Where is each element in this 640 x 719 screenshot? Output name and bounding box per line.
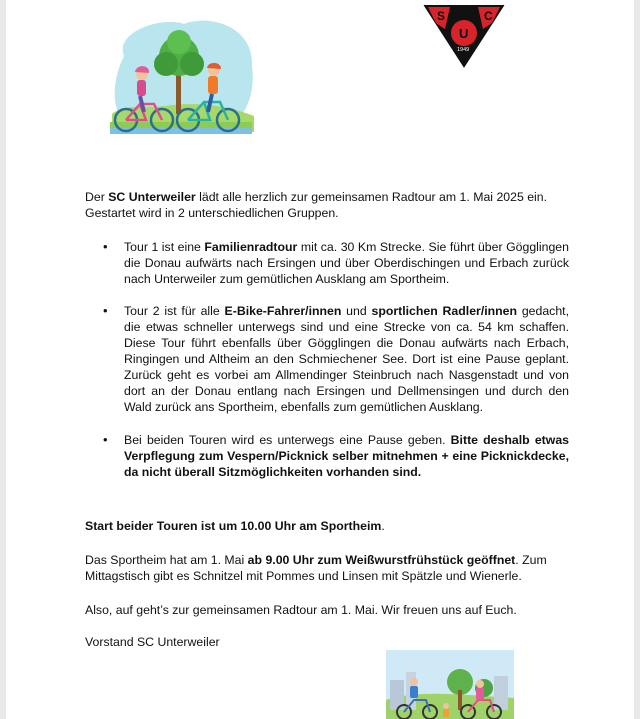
logo-letter-c: C (484, 9, 493, 23)
sc-unterweiler-logo (423, 3, 505, 69)
document-page (6, 0, 634, 719)
family-cycling-park-illustration (386, 650, 514, 719)
logo-letter-u: U (459, 26, 469, 41)
invitation-text (85, 189, 569, 650)
family-cycling-illustration (104, 16, 258, 146)
signature: Vorstand SC Unterweiler (85, 635, 220, 649)
tour-list (85, 239, 569, 480)
tour-2-item: • Tour 2 ist für alle E-Bike-Fahrer/innen und sportlichen Radler/innen gedacht, die etwas schneller unterwegs sind und eine Strecke von ca. 54 km schaffen. Diese Tour führt ebenfalls über Gögglingen die Donau aufwärts nach Erbach, Ringingen und Altheim an den Schmiechener See. Dort ist eine Pause geplant. Zurück geht es vorbei am Allmendinger Steinbruch nach Nasgenstadt und von dort an der Donau entlang nach Ersingen und Dellmensingen und durch den Wald zurück ans Sportheim, ebenfalls zum gemütlichen Ausklang. (85, 303, 569, 415)
intro-paragraph: Der SC Unterweiler lädt alle herzlich zur gemeinsamen Radtour am 1. Mai 2025 ein. Gestartet wird in 2 unterschiedlichen Gruppen. (85, 190, 548, 220)
logo-letter-s: S (437, 9, 446, 23)
tour-1-item: • Tour 1 ist eine Familienradtour mit ca. 30 Km Strecke. Sie führt über Gögglingen die Donau aufwärts nach Ersingen und über Oberdischingen und Erbach zurück nach Unterweiler zum gemütlichen Ausklang am Sportheim. (85, 239, 569, 287)
closing-line: Also, auf geht’s zur gemeinsamen Radtour am 1. Mai. Wir freuen uns auf Euch. (85, 603, 517, 617)
logo-year: 1949 (457, 47, 470, 53)
pause-item: • Bei beiden Touren wird es unterwegs eine Pause geben. Bitte deshalb etwas Verpflegung zum Vespern/Picknick selber mitnehmen + eine Picknickdecke, da nicht überall Sitzmöglichkeiten vorhanden sind. (85, 432, 569, 480)
food-info: Das Sportheim hat am 1. Mai ab 9.00 Uhr zum Weißwurstfrühstück geöffnet. Zum Mittagstisch gibt es Schnitzel mit Pommes und Linsen mit Spätzle und Wienerle. (85, 553, 547, 583)
club-name: SC Unterweiler (108, 190, 196, 204)
start-time: Start beider Touren ist um 10.00 Uhr am Sportheim. (85, 519, 385, 533)
